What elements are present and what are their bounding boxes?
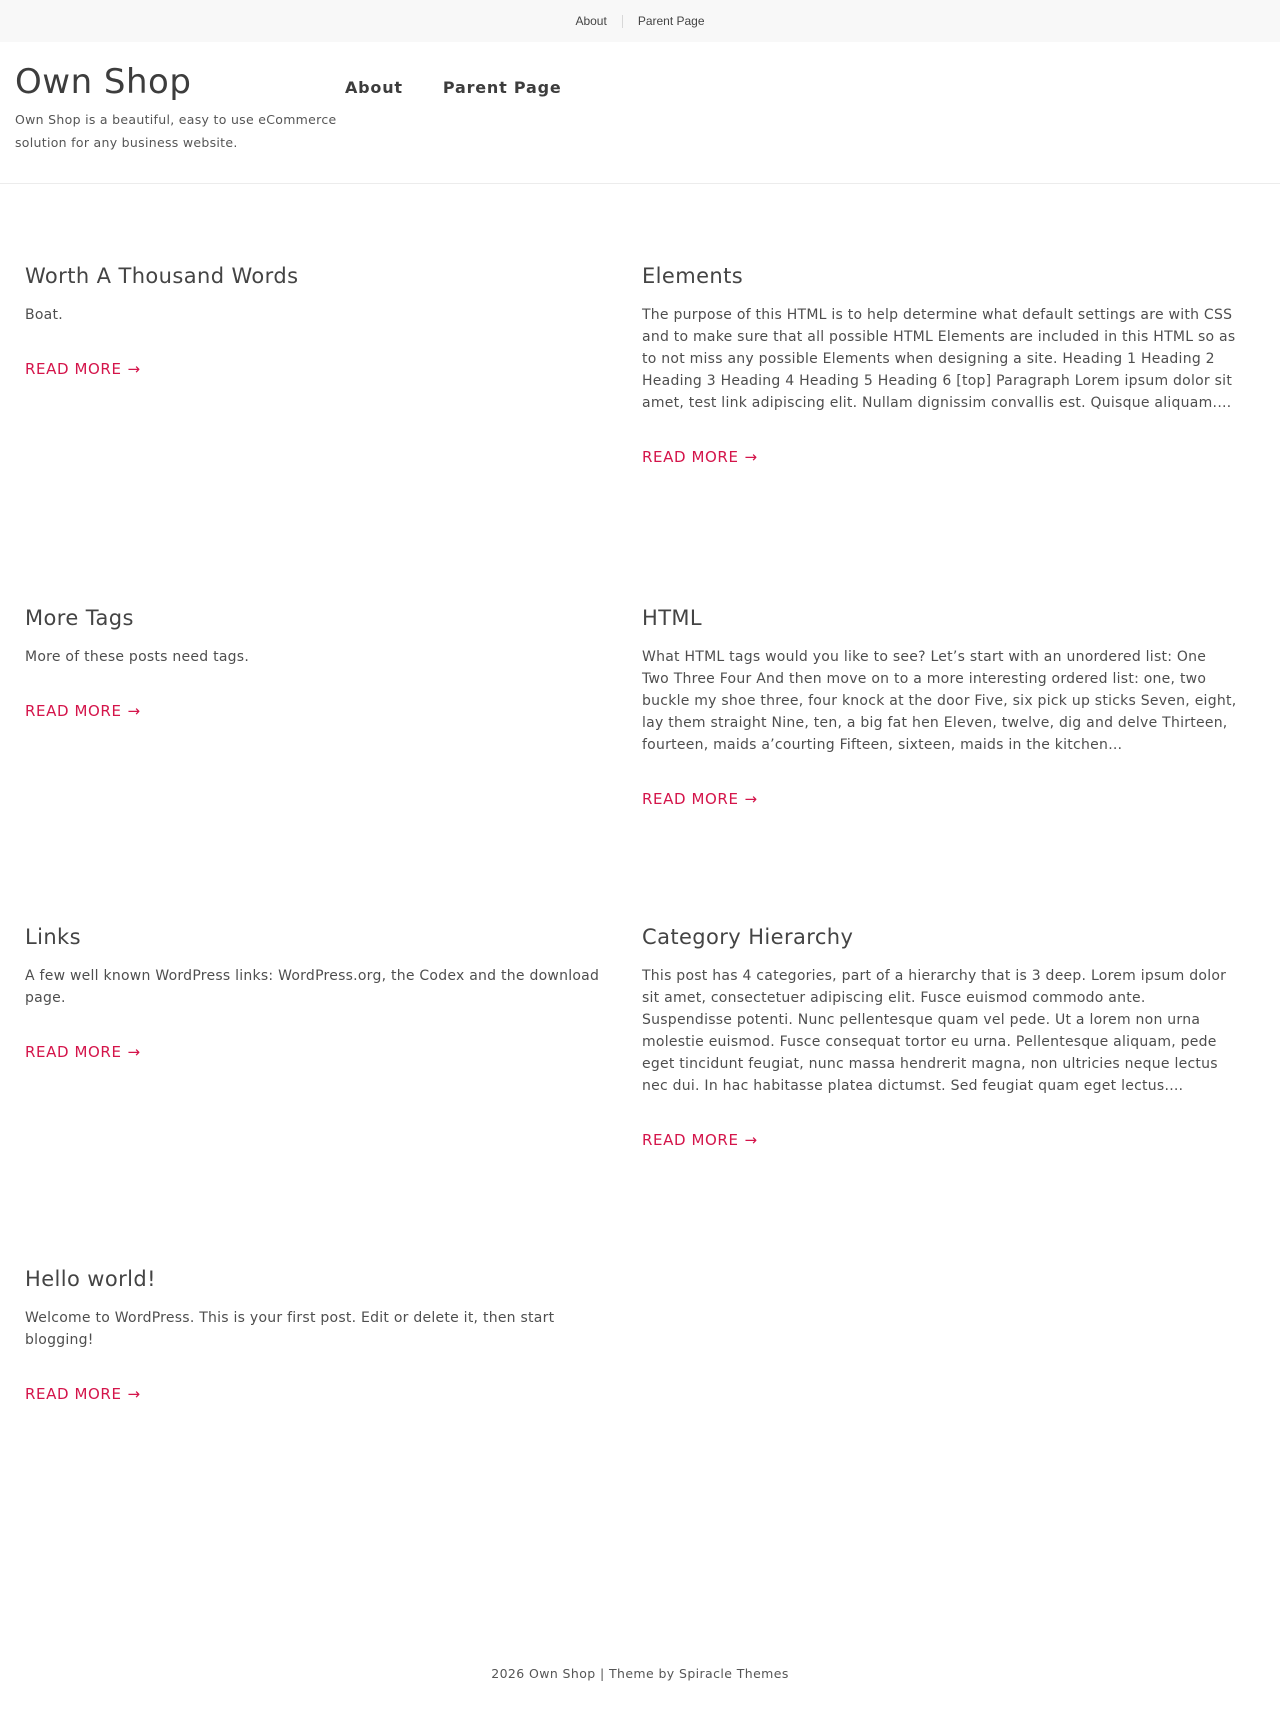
arrow-right-icon: → [127,1043,141,1061]
post-card [642,604,1237,808]
read-more-label: READ MORE [25,702,122,720]
top-bar-link-about[interactable]: About [575,14,607,28]
post-excerpt: This post has 4 categories, part of a hierarchy that is 3 deep. Lorem ipsum dolor sit amet, consectetuer adipiscing elit. Fusce euismod commodo ante. Suspendisse potenti. Nunc pellentesque quam vel pede. Ut a lorem non urna molestie euismod. Fusce consequat tortor eu urna. Pellentesque aliquam, pede eget tincidunt feugiat, nunc massa hendrerit magna, non ultricies neque lectus nec dui. In hac habitasse platea dictumst. Sed feugiat quam eget lectus.… [642,968,1227,1094]
read-more-link[interactable] [642,1131,758,1149]
read-more-label: READ MORE [642,1131,739,1149]
arrow-right-icon: → [744,790,758,808]
top-bar-link-parent-page[interactable]: Parent Page [637,14,705,28]
post-title-link[interactable]: Category Hierarchy [642,925,854,949]
post-card [25,604,620,720]
post-card [25,1265,620,1403]
read-more-link[interactable] [25,360,141,378]
read-more-label: READ MORE [642,790,739,808]
post-card [642,262,1237,466]
arrow-right-icon: → [127,1385,141,1403]
post-title-link[interactable]: HTML [642,606,703,630]
post-excerpt: The purpose of this HTML is to help determine what default settings are with CSS and to make sure that all possible HTML Elements are included in this HTML so as to not miss any possible Elements when designing a site. Heading 1 Heading 2 Heading 3 Heading 4 Heading 5 Heading 6 [top] Paragraph Lorem ipsum dolor sit amet, test link adipiscing elit. Nullam dignissim convallis est. Quisque aliquam.… [642,307,1236,411]
main-nav-item-parent-page[interactable]: Parent Page [442,78,562,97]
post-excerpt: Welcome to WordPress. This is your first post. Edit or delete it, then start blogging! [25,1310,555,1348]
read-more-label: READ MORE [25,1043,122,1061]
post-excerpt: What HTML tags would you like to see? Let’s start with an unordered list: One Two Three Four And then move on to a more interesting ordered list: one, two buckle my shoe three, four knock at the door Five, six pick up sticks Seven, eight, lay them straight Nine, ten, a big fat hen Eleven, twelve, dig and delve Thirteen, fourteen, maids a’courting Fifteen, sixteen, maids in the kitchen… [642,649,1237,753]
footer-separator: | [599,1666,605,1681]
main-nav-item-about[interactable]: About [345,78,403,97]
site-tagline: Own Shop is a beautiful, easy to use eCommerce solution for any business website. [15,112,337,150]
read-more-label: READ MORE [25,360,122,378]
read-more-link[interactable] [642,448,758,466]
main-nav [345,78,562,97]
read-more-link[interactable] [642,790,758,808]
post-title-link[interactable]: Elements [642,264,744,288]
site-footer [0,1666,1280,1681]
read-more-label: READ MORE [642,448,739,466]
post-title-link[interactable]: Worth A Thousand Words [25,264,299,288]
top-bar-nav [0,0,1280,42]
arrow-right-icon: → [127,702,141,720]
read-more-label: READ MORE [25,1385,122,1403]
post-card [25,262,620,378]
arrow-right-icon: → [744,448,758,466]
top-bar [0,0,1280,42]
post-card [642,923,1237,1149]
arrow-right-icon: → [127,360,141,378]
post-title-link[interactable]: Links [25,925,81,949]
read-more-link[interactable] [25,1043,141,1061]
post-title-link[interactable]: Hello world! [25,1267,156,1291]
footer-theme-credit-link[interactable]: Theme by Spiracle Themes [608,1666,789,1681]
post-title-link[interactable]: More Tags [25,606,134,630]
post-excerpt: Boat. [25,307,63,323]
site-title[interactable]: Own Shop [15,62,192,102]
post-excerpt: More of these posts need tags. [25,649,250,665]
footer-copyright: 2026 Own Shop [491,1666,596,1681]
post-excerpt: A few well known WordPress links: WordPress.org, the Codex and the download page. [25,968,600,1006]
read-more-link[interactable] [25,702,141,720]
site-header [0,42,1280,184]
read-more-link[interactable] [25,1385,141,1403]
arrow-right-icon: → [744,1131,758,1149]
post-card [25,923,620,1061]
